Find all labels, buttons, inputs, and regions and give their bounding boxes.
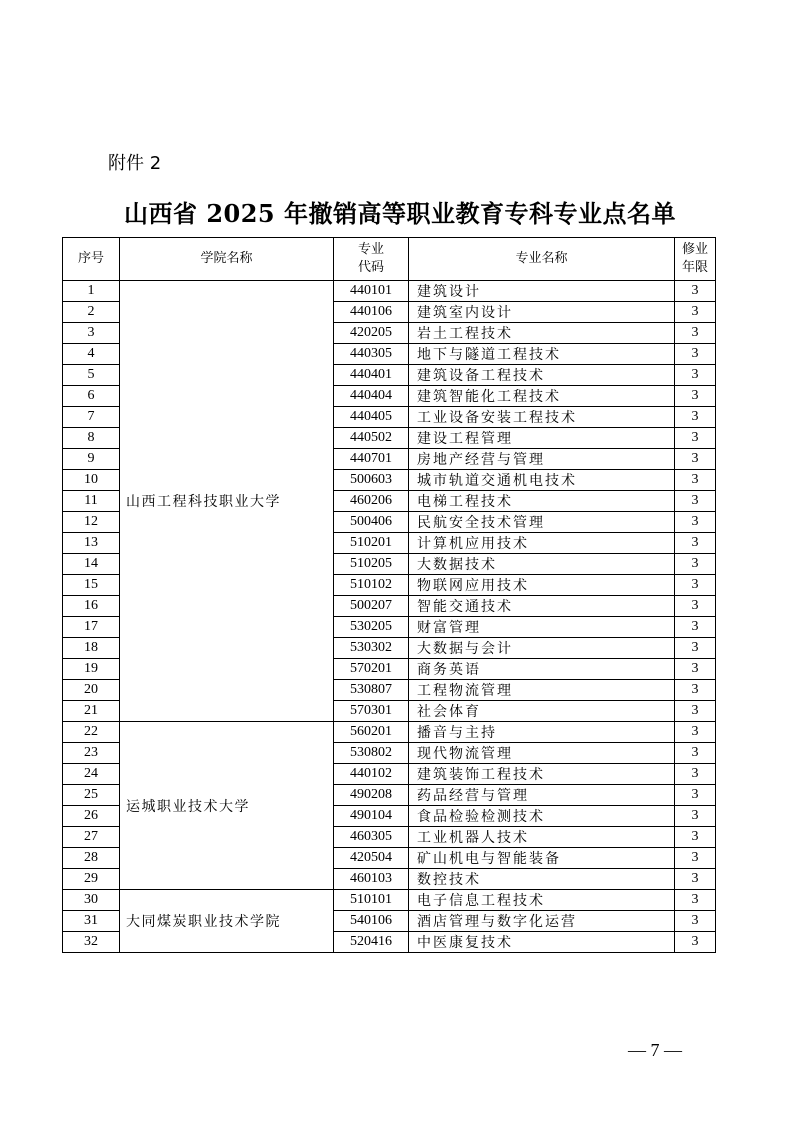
major-name-cell: 工程物流管理 xyxy=(409,680,675,701)
major-code-cell: 440305 xyxy=(334,344,409,365)
study-years-cell: 3 xyxy=(675,827,716,848)
major-name-cell: 建筑室内设计 xyxy=(409,302,675,323)
header-years xyxy=(675,238,716,281)
major-name-cell: 大数据技术 xyxy=(409,554,675,575)
major-code-cell: 530802 xyxy=(334,743,409,764)
major-code-cell: 570301 xyxy=(334,701,409,722)
seq-cell: 3 xyxy=(63,323,120,344)
major-code-cell: 530205 xyxy=(334,617,409,638)
major-code-cell: 490208 xyxy=(334,785,409,806)
table-row xyxy=(63,890,716,911)
revoked-majors-table xyxy=(62,237,716,953)
seq-cell: 24 xyxy=(63,764,120,785)
study-years-cell: 3 xyxy=(675,575,716,596)
seq-cell: 6 xyxy=(63,386,120,407)
attachment-label: 附件 2 xyxy=(108,153,162,174)
major-name-cell: 数控技术 xyxy=(409,869,675,890)
major-name-cell: 电子信息工程技术 xyxy=(409,890,675,911)
major-name-cell: 工业设备安装工程技术 xyxy=(409,407,675,428)
seq-cell: 2 xyxy=(63,302,120,323)
major-code-cell: 440502 xyxy=(334,428,409,449)
major-name-cell: 酒店管理与数字化运营 xyxy=(409,911,675,932)
study-years-cell: 3 xyxy=(675,890,716,911)
table-row xyxy=(63,722,716,743)
header-major: 专业名称 xyxy=(409,238,675,281)
major-code-cell: 570201 xyxy=(334,659,409,680)
major-name-cell: 矿山机电与智能装备 xyxy=(409,848,675,869)
major-name-cell: 计算机应用技术 xyxy=(409,533,675,554)
major-name-cell: 中医康复技术 xyxy=(409,932,675,953)
seq-cell: 32 xyxy=(63,932,120,953)
document-title: 山西省 2025 年撤销高等职业教育专科专业点名单 xyxy=(123,199,676,228)
major-name-cell: 商务英语 xyxy=(409,659,675,680)
study-years-cell: 3 xyxy=(675,617,716,638)
major-name-cell: 电梯工程技术 xyxy=(409,491,675,512)
seq-cell: 19 xyxy=(63,659,120,680)
study-years-cell: 3 xyxy=(675,659,716,680)
study-years-cell: 3 xyxy=(675,554,716,575)
seq-cell: 1 xyxy=(63,281,120,302)
study-years-cell: 3 xyxy=(675,911,716,932)
major-name-cell: 建筑设备工程技术 xyxy=(409,365,675,386)
school-name-cell: 山西工程科技职业大学 xyxy=(120,281,334,722)
study-years-cell: 3 xyxy=(675,470,716,491)
major-name-cell: 建筑智能化工程技术 xyxy=(409,386,675,407)
seq-cell: 15 xyxy=(63,575,120,596)
study-years-cell: 3 xyxy=(675,344,716,365)
major-code-cell: 440405 xyxy=(334,407,409,428)
seq-cell: 30 xyxy=(63,890,120,911)
seq-cell: 10 xyxy=(63,470,120,491)
seq-cell: 31 xyxy=(63,911,120,932)
seq-cell: 25 xyxy=(63,785,120,806)
seq-cell: 23 xyxy=(63,743,120,764)
seq-cell: 7 xyxy=(63,407,120,428)
header-code xyxy=(334,238,409,281)
study-years-cell: 3 xyxy=(675,869,716,890)
major-name-cell: 工业机器人技术 xyxy=(409,827,675,848)
study-years-cell: 3 xyxy=(675,743,716,764)
major-name-cell: 地下与隧道工程技术 xyxy=(409,344,675,365)
seq-cell: 27 xyxy=(63,827,120,848)
major-name-cell: 食品检验检测技术 xyxy=(409,806,675,827)
major-code-cell: 500207 xyxy=(334,596,409,617)
major-code-cell: 440101 xyxy=(334,281,409,302)
major-code-cell: 500603 xyxy=(334,470,409,491)
header-code-line1: 专业 xyxy=(357,242,384,258)
study-years-cell: 3 xyxy=(675,323,716,344)
major-code-cell: 440404 xyxy=(334,386,409,407)
major-code-cell: 420205 xyxy=(334,323,409,344)
study-years-cell: 3 xyxy=(675,596,716,617)
major-code-cell: 490104 xyxy=(334,806,409,827)
major-name-cell: 现代物流管理 xyxy=(409,743,675,764)
seq-cell: 26 xyxy=(63,806,120,827)
major-code-cell: 460305 xyxy=(334,827,409,848)
seq-cell: 16 xyxy=(63,596,120,617)
study-years-cell: 3 xyxy=(675,785,716,806)
major-name-cell: 智能交通技术 xyxy=(409,596,675,617)
major-code-cell: 510201 xyxy=(334,533,409,554)
seq-cell: 9 xyxy=(63,449,120,470)
study-years-cell: 3 xyxy=(675,533,716,554)
major-name-cell: 大数据与会计 xyxy=(409,638,675,659)
table-body xyxy=(63,281,716,953)
seq-cell: 5 xyxy=(63,365,120,386)
seq-cell: 17 xyxy=(63,617,120,638)
major-code-cell: 440701 xyxy=(334,449,409,470)
header-seq: 序号 xyxy=(63,238,120,281)
study-years-cell: 3 xyxy=(675,449,716,470)
table-row xyxy=(63,281,716,302)
study-years-cell: 3 xyxy=(675,386,716,407)
major-name-cell: 药品经营与管理 xyxy=(409,785,675,806)
major-name-cell: 城市轨道交通机电技术 xyxy=(409,470,675,491)
major-name-cell: 建筑装饰工程技术 xyxy=(409,764,675,785)
major-code-cell: 530807 xyxy=(334,680,409,701)
major-name-cell: 岩土工程技术 xyxy=(409,323,675,344)
seq-cell: 20 xyxy=(63,680,120,701)
study-years-cell: 3 xyxy=(675,365,716,386)
major-code-cell: 560201 xyxy=(334,722,409,743)
major-name-cell: 建筑设计 xyxy=(409,281,675,302)
study-years-cell: 3 xyxy=(675,491,716,512)
study-years-cell: 3 xyxy=(675,722,716,743)
major-code-cell: 510101 xyxy=(334,890,409,911)
major-name-cell: 房地产经营与管理 xyxy=(409,449,675,470)
major-code-cell: 420504 xyxy=(334,848,409,869)
study-years-cell: 3 xyxy=(675,932,716,953)
seq-cell: 28 xyxy=(63,848,120,869)
major-code-cell: 530302 xyxy=(334,638,409,659)
header-years-line1: 修业 xyxy=(681,242,708,258)
major-name-cell: 财富管理 xyxy=(409,617,675,638)
seq-cell: 22 xyxy=(63,722,120,743)
seq-cell: 12 xyxy=(63,512,120,533)
study-years-cell: 3 xyxy=(675,428,716,449)
major-code-cell: 460103 xyxy=(334,869,409,890)
study-years-cell: 3 xyxy=(675,764,716,785)
major-code-cell: 440106 xyxy=(334,302,409,323)
major-code-cell: 460206 xyxy=(334,491,409,512)
study-years-cell: 3 xyxy=(675,512,716,533)
study-years-cell: 3 xyxy=(675,638,716,659)
seq-cell: 29 xyxy=(63,869,120,890)
major-code-cell: 440401 xyxy=(334,365,409,386)
seq-cell: 8 xyxy=(63,428,120,449)
study-years-cell: 3 xyxy=(675,302,716,323)
seq-cell: 11 xyxy=(63,491,120,512)
study-years-cell: 3 xyxy=(675,680,716,701)
seq-cell: 4 xyxy=(63,344,120,365)
study-years-cell: 3 xyxy=(675,281,716,302)
major-name-cell: 民航安全技术管理 xyxy=(409,512,675,533)
major-name-cell: 物联网应用技术 xyxy=(409,575,675,596)
study-years-cell: 3 xyxy=(675,806,716,827)
study-years-cell: 3 xyxy=(675,848,716,869)
major-name-cell: 社会体育 xyxy=(409,701,675,722)
table-header-row xyxy=(63,238,716,281)
page-number: — 7 — xyxy=(628,1040,682,1060)
major-name-cell: 播音与主持 xyxy=(409,722,675,743)
major-code-cell: 540106 xyxy=(334,911,409,932)
major-code-cell: 510102 xyxy=(334,575,409,596)
seq-cell: 18 xyxy=(63,638,120,659)
major-code-cell: 440102 xyxy=(334,764,409,785)
seq-cell: 21 xyxy=(63,701,120,722)
major-code-cell: 510205 xyxy=(334,554,409,575)
study-years-cell: 3 xyxy=(675,701,716,722)
school-name-cell: 大同煤炭职业技术学院 xyxy=(120,890,334,953)
header-code-line2: 代码 xyxy=(357,260,384,275)
header-years-line2: 年限 xyxy=(681,260,708,275)
major-code-cell: 520416 xyxy=(334,932,409,953)
study-years-cell: 3 xyxy=(675,407,716,428)
major-name-cell: 建设工程管理 xyxy=(409,428,675,449)
school-name-cell: 运城职业技术大学 xyxy=(120,722,334,890)
header-school: 学院名称 xyxy=(120,238,334,281)
major-code-cell: 500406 xyxy=(334,512,409,533)
seq-cell: 14 xyxy=(63,554,120,575)
seq-cell: 13 xyxy=(63,533,120,554)
